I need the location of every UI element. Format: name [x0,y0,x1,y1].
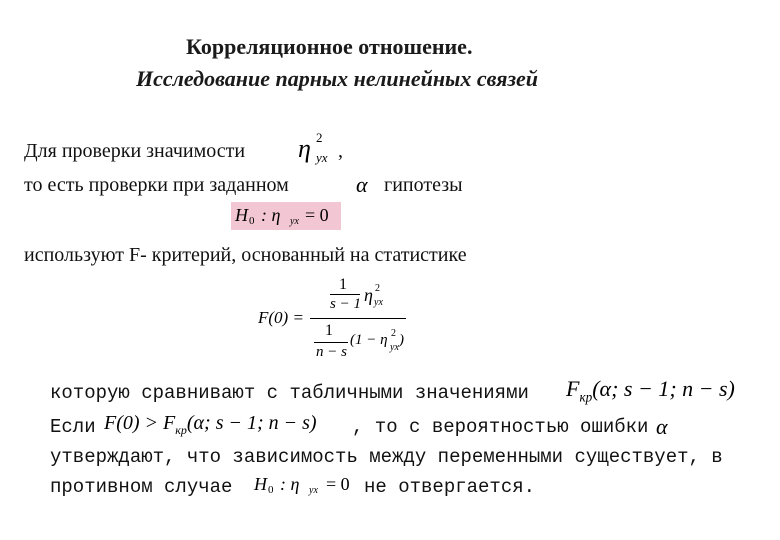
text-line-7-rest: не отвергается. [364,476,536,498]
f-critical-letter: F [566,376,580,401]
denominator-n-minus-s: n − s [316,344,347,360]
alpha-symbol: α [356,172,368,197]
text-line-2: то есть проверки при заданном [24,174,289,196]
denominator-one-minus-eta: (1 − η [350,332,388,348]
numerator-eta-sup: 2 [375,283,380,294]
h0-subscript-2: 0 [268,484,274,496]
h0-letter: H [235,205,248,225]
numerator-fraction-bar [330,294,360,295]
denominator-eta-sup: 2 [391,328,396,339]
text-line-7: противном случае [50,476,233,498]
numerator-s-minus-1: s − 1 [330,296,361,312]
comparison-args: (α; s − 1; n − s) [186,412,317,434]
h0-formula-2 [254,472,358,498]
text-line-1: Для проверки значимости [24,140,246,162]
text-line-4: которую сравнивают с табличными значениями [50,382,529,404]
eta-squared-formula [298,130,328,165]
text-hypothesis: гипотезы [384,174,463,196]
comparison-lhs: F(0) > F [104,412,176,434]
text-line-5-rest: , то с вероятностью ошибки [352,416,649,438]
numerator-eta-sub: yx [374,297,383,308]
comparison-formula [104,412,317,438]
h0-letter-2: H [254,474,267,494]
alpha-symbol-2: α [656,414,668,439]
slide-title: Корреляционное отношение. [186,34,473,59]
h0-equals-zero: = 0 [305,205,329,225]
denominator-eta-sub: yx [390,342,399,353]
h0-equals-zero-2: = 0 [326,474,350,494]
denominator-one: 1 [325,322,333,339]
numerator-one: 1 [339,276,347,293]
h0-eta-2: : η [280,474,300,494]
f-statistic-lhs: F(0) = [258,308,304,327]
f-critical-args: (α; s − 1; n − s) [592,376,735,401]
f-critical-sub: кр [579,389,593,405]
denominator-close-paren: ) [399,332,404,348]
comma: , [338,140,343,162]
h0-formula-highlighted [231,202,341,230]
text-line-5-if: Если [50,416,96,438]
f-critical-formula [566,376,735,405]
eta-subscript: yx [316,150,328,165]
h0-eta-subscript-2: yx [309,485,318,496]
text-line-3: используют F- критерий, основанный на статистике [24,244,467,266]
main-fraction-bar [310,318,406,319]
h0-subscript: 0 [249,215,255,227]
slide-subtitle: Исследование парных нелинейных связей [136,66,539,91]
denominator-fraction-bar [314,342,348,343]
eta-superscript: 2 [316,130,323,145]
numerator-eta: η [364,285,373,305]
comparison-sub: кр [175,423,187,437]
h0-eta: : η [261,205,281,225]
eta-symbol: η [298,134,311,163]
text-line-6: утверждают, что зависимость между переменными существует, в [50,446,723,468]
h0-eta-subscript: yx [290,216,299,227]
